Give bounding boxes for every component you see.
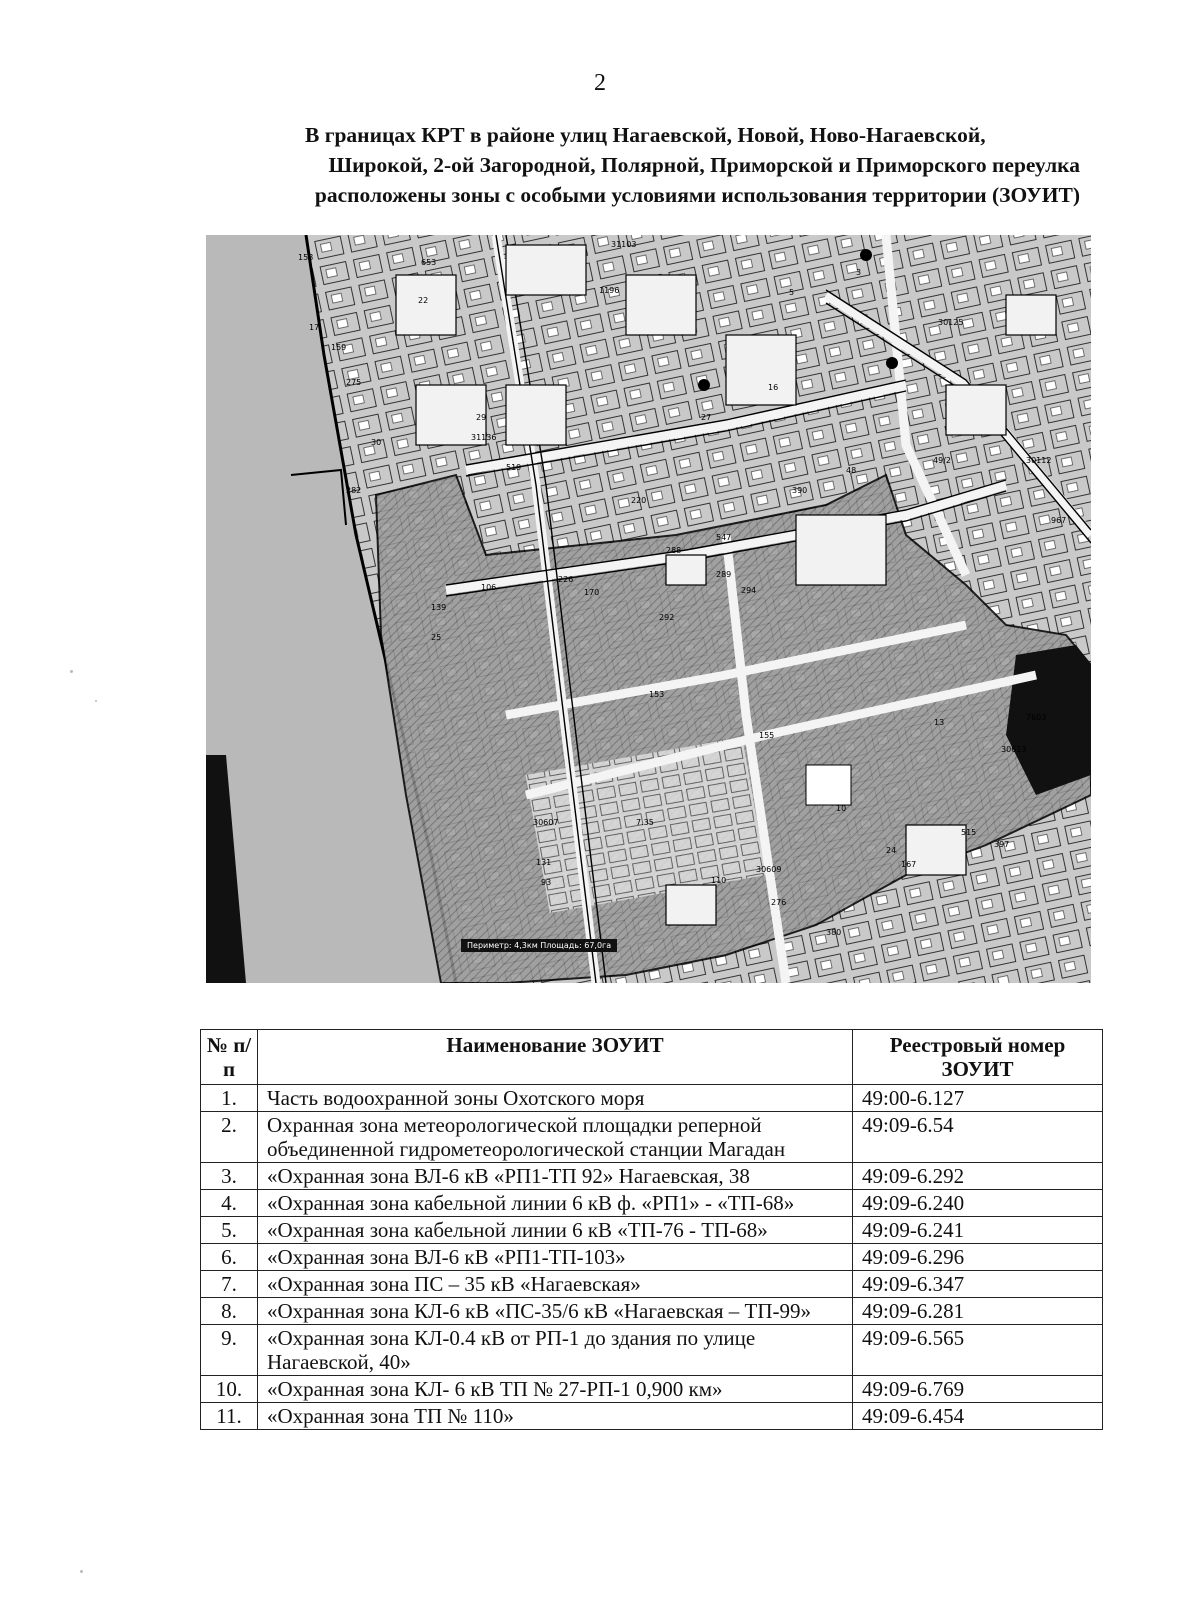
map-label: 31136 (471, 433, 497, 442)
map-label: 288 (666, 546, 682, 555)
zone-name: «Охранная зона ВЛ-6 кВ «РП1-ТП-103» (258, 1244, 853, 1271)
table-row (201, 1403, 1103, 1430)
zone-name: «Охранная зона КЛ-0.4 кВ от РП-1 до здания по улице Нагаевской, 40» (258, 1325, 853, 1376)
zone-name: «Охранная зона кабельной линии 6 кВ «ТП-76 - ТП-68» (258, 1217, 853, 1244)
map-label: 155 (759, 731, 775, 740)
col-header-reg: Реестровый номер ЗОУИТ (853, 1030, 1103, 1085)
heading-line-2: Широкой, 2-ой Загородной, Полярной, Приморской и Приморского переулка (328, 153, 1080, 177)
map-label: 139 (431, 603, 447, 612)
row-number: 4. (201, 1190, 258, 1217)
map-label: 3 (856, 268, 862, 277)
col-header-num: № п/п (201, 1030, 258, 1085)
map-label: 49/2 (933, 456, 951, 465)
map-label: 158 (298, 253, 314, 262)
map-label: 29 (476, 413, 487, 422)
map-label: 7.35 (636, 818, 654, 827)
map-label: 30613 (1001, 745, 1027, 754)
map-label: 519 (506, 463, 522, 472)
registry-number: 49:09-6.240 (853, 1190, 1103, 1217)
map-label: 7603 (1026, 713, 1047, 722)
map-label: 153 (649, 690, 665, 699)
map-label: 106 (481, 583, 497, 592)
col-header-name: Наименование ЗОУИТ (258, 1030, 853, 1085)
table-row (201, 1085, 1103, 1112)
registry-number: 49:09-6.281 (853, 1298, 1103, 1325)
map-label: 30112 (1026, 456, 1052, 465)
map-label: 30607 (533, 818, 559, 827)
zone-name: Часть водоохранной зоны Охотского моря (258, 1085, 853, 1112)
table-row (201, 1112, 1103, 1163)
map-label: 10 (836, 804, 847, 813)
map-label: 27 (701, 413, 712, 422)
table-row (201, 1271, 1103, 1298)
row-number: 6. (201, 1244, 258, 1271)
map-label: 289 (716, 570, 732, 579)
map-label: 16 (768, 383, 779, 392)
map-label: 25 (431, 633, 442, 642)
map-label: 170 (584, 588, 600, 597)
table-header-row (201, 1030, 1103, 1085)
registry-number: 49:00-6.127 (853, 1085, 1103, 1112)
row-number: 3. (201, 1163, 258, 1190)
table-row (201, 1190, 1103, 1217)
row-number: 2. (201, 1112, 258, 1163)
row-number: 7. (201, 1271, 258, 1298)
map-label: 282 (346, 486, 362, 495)
map-label: 24 (886, 846, 897, 855)
map-label: 30125 (938, 318, 964, 327)
map-label: 292 (659, 613, 675, 622)
map-label: 653 (421, 258, 437, 267)
heading-line-3: расположены зоны с особыми условиями использования территории (ЗОУИТ) (314, 183, 1080, 207)
table-row (201, 1298, 1103, 1325)
map-label: 397 (994, 840, 1010, 849)
scan-speck (95, 700, 97, 702)
zone-name: «Охранная зона КЛ- 6 кВ ТП № 27-РП-1 0,900 км» (258, 1376, 853, 1403)
zone-name: «Охранная зона ТП № 110» (258, 1403, 853, 1430)
registry-number: 49:09-6.54 (853, 1112, 1103, 1163)
table-row (201, 1163, 1103, 1190)
map-label: 1196 (599, 286, 620, 295)
white-lot (806, 765, 851, 805)
map-label: 30 (371, 438, 382, 447)
registry-number: 49:09-6.347 (853, 1271, 1103, 1298)
map-label: 93 (541, 878, 552, 887)
map-label: 547 (716, 533, 732, 542)
registry-number: 49:09-6.454 (853, 1403, 1103, 1430)
map-label: 294 (741, 586, 757, 595)
map-label: 48 (846, 466, 857, 475)
zone-name: «Охранная зона ВЛ-6 кВ «РП1-ТП 92» Нагаевская, 38 (258, 1163, 853, 1190)
document-heading (150, 120, 1080, 210)
map-label: 159 (331, 343, 347, 352)
row-number: 8. (201, 1298, 258, 1325)
map-label: 31103 (611, 240, 637, 249)
zone-name: «Охранная зона КЛ-6 кВ «ПС-35/6 кВ «Нагаевская – ТП-99» (258, 1298, 853, 1325)
registry-number: 49:09-6.296 (853, 1244, 1103, 1271)
map-label: 13 (934, 718, 945, 727)
table-row (201, 1376, 1103, 1403)
map-graphic (206, 235, 1091, 983)
map-label: 110 (711, 876, 727, 885)
page-number: 2 (594, 70, 606, 96)
zone-name: «Охранная зона кабельной линии 6 кВ ф. «РП1» - «ТП-68» (258, 1190, 853, 1217)
map-label: 17 (309, 323, 320, 332)
map-label: 226 (558, 575, 574, 584)
map-scale-label: Периметр: 4,3км Площадь: 67,0га (461, 939, 617, 952)
map-label: 22 (418, 296, 429, 305)
scan-speck (80, 1570, 83, 1573)
map-label: 275 (346, 378, 362, 387)
table-row (201, 1325, 1103, 1376)
map-label: 967 (1051, 516, 1067, 525)
row-number: 9. (201, 1325, 258, 1376)
row-number: 11. (201, 1403, 258, 1430)
zouit-table (200, 1029, 1103, 1430)
row-number: 1. (201, 1085, 258, 1112)
zone-name: «Охранная зона ПС – 35 кВ «Нагаевская» (258, 1271, 853, 1298)
map-label: 131 (536, 858, 552, 867)
registry-number: 49:09-6.292 (853, 1163, 1103, 1190)
table-row (201, 1244, 1103, 1271)
registry-number: 49:09-6.769 (853, 1376, 1103, 1403)
map-label: 515 (961, 828, 977, 837)
table-body (201, 1085, 1103, 1430)
registry-number: 49:09-6.565 (853, 1325, 1103, 1376)
registry-number: 49:09-6.241 (853, 1217, 1103, 1244)
map-label: 276 (771, 898, 787, 907)
cadastral-map (206, 235, 1091, 983)
scan-speck (70, 670, 73, 673)
table-row (201, 1217, 1103, 1244)
row-number: 10. (201, 1376, 258, 1403)
row-number: 5. (201, 1217, 258, 1244)
map-label: 30609 (756, 865, 782, 874)
heading-line-1: В границах КРТ в районе улиц Нагаевской, Новой, Ново-Нагаевской, (305, 123, 986, 147)
map-label: 220 (631, 496, 647, 505)
map-label: 380 (826, 928, 842, 937)
zone-name: Охранная зона метеорологической площадки реперной объединенной гидрометеорологической станции Магадан (258, 1112, 853, 1163)
map-label: 5 (789, 288, 795, 297)
map-label: 390 (792, 486, 808, 495)
map-label: 167 (901, 860, 917, 869)
